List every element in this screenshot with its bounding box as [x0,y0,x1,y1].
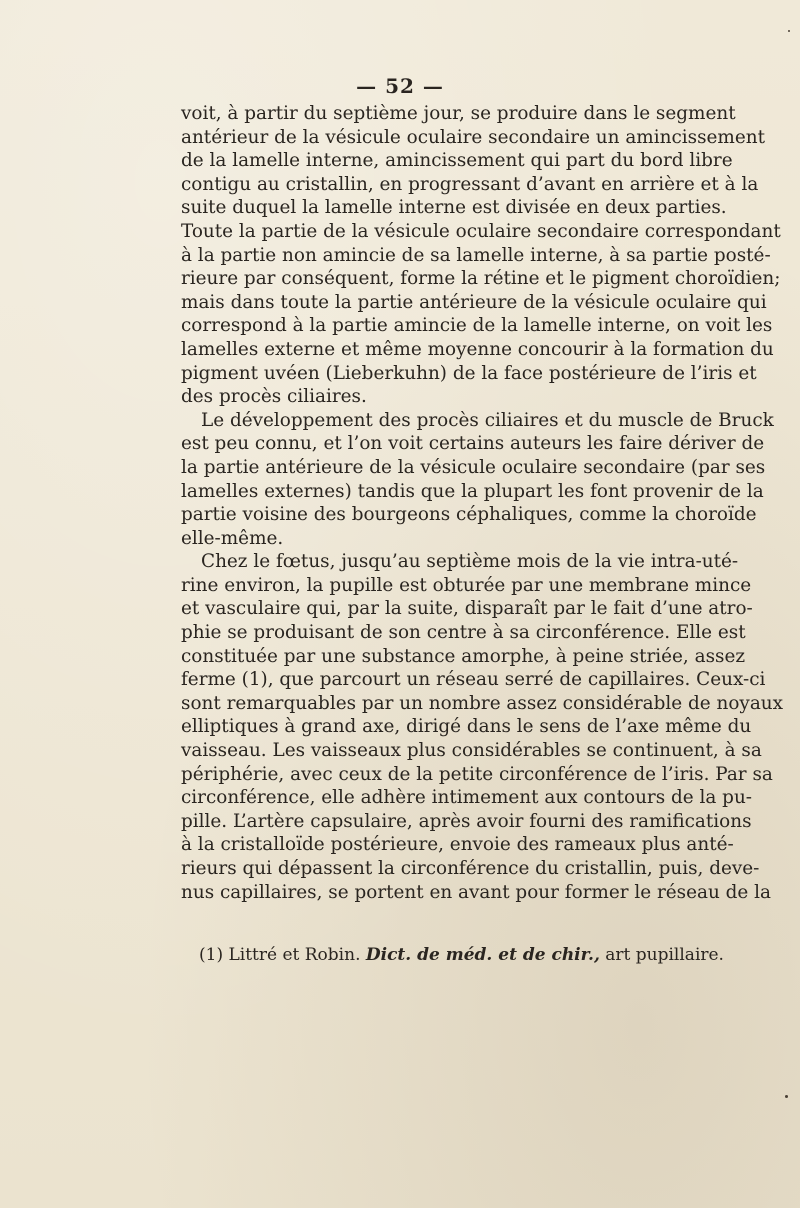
page-number: — 52 — [356,74,444,98]
text-line: ferme (1), que parcourt un réseau serré de capillaires. Ceux-ci [181,669,766,691]
text-line: pigment uvéen (Lieberkuhn) de la face postérieure de l’iris et [181,362,757,384]
text-line: partie voisine des bourgeons céphaliques, comme la choroïde [181,504,757,526]
text-line: périphérie, avec ceux de la petite circonférence de l’iris. Par sa [181,763,773,785]
text-line: pille. L’artère capsulaire, après avoir fourni des ramifications [181,810,752,832]
text-line: Le développement des procès ciliaires et du muscle de Bruck [201,409,774,431]
text-line: et vasculaire qui, par la suite, disparaît par le fait d’une atro- [181,598,753,620]
text-line: la partie antérieure de la vésicule oculaire secondaire (par ses [181,456,766,478]
text-line: rieure par conséquent, forme la rétine et le pigment choroïdien; [181,268,781,290]
text-line: rine environ, la pupille est obturée par une membrane mince [181,574,752,596]
text-line: suite duquel la lamelle interne est divisée en deux parties. [181,197,727,219]
text-line: contigu au cristallin, en progressant d’avant en arrière et à la [181,173,759,195]
footnote-title: Dict. de méd. et de chir., [365,945,600,965]
text-line: lamelles externe et même moyenne concourir à la formation du [181,338,774,360]
text-line: à la cristalloïde postérieure, envoie des rameaux plus anté- [181,834,734,856]
text-line: lamelles externes) tandis que la plupart les font provenir de la [181,480,764,502]
text-line: circonférence, elle adhère intimement aux contours de la pu- [181,787,753,809]
text-line: voit, à partir du septième jour, se produire dans le segment [181,103,736,124]
footnote-suffix: art pupillaire. [605,945,724,965]
text-line: elliptiques à grand axe, dirigé dans le sens de l’axe même du [181,716,752,738]
text-line: sont remarquables par un nombre assez considérable de noyaux [181,692,783,714]
text-line: correspond à la partie amincie de la lamelle interne, on voit les [181,315,773,337]
text-line: vaisseau. Les vaisseaux plus considérables se continuent, à sa [181,740,762,762]
text-line: est peu connu, et l’on voit certains auteurs les faire dériver de [181,433,765,455]
text-line: phie se produisant de son centre à sa circonférence. Elle est [181,622,746,644]
body-text [181,102,783,904]
text-line: rieurs qui dépassent la circonférence du cristallin, puis, deve- [181,858,760,879]
footnote [199,944,724,966]
paper-speck [785,1095,788,1098]
text-line: constituée par une substance amorphe, à peine striée, assez [181,645,746,667]
text-line: nus capillaires, se portent en avant pour former le réseau de la [181,881,771,903]
text-line: des procès ciliaires. [181,386,367,408]
text-line: elle-même. [181,527,284,549]
text-line: à la partie non amincie de sa lamelle interne, à sa partie posté- [181,244,771,266]
text-line: antérieur de la vésicule oculaire secondaire un amincissement [181,126,765,148]
text-line: de la lamelle interne, amincissement qui part du bord libre [181,150,733,172]
paper-speck [788,30,790,32]
text-line: Chez le fœtus, jusqu’au septième mois de la vie intra-uté- [201,551,739,573]
text-line: Toute la partie de la vésicule oculaire secondaire correspondant [181,220,781,242]
text-line: mais dans toute la partie antérieure de la vésicule oculaire qui [181,291,767,313]
footnote-prefix: (1) Littré et Robin. [199,945,361,965]
